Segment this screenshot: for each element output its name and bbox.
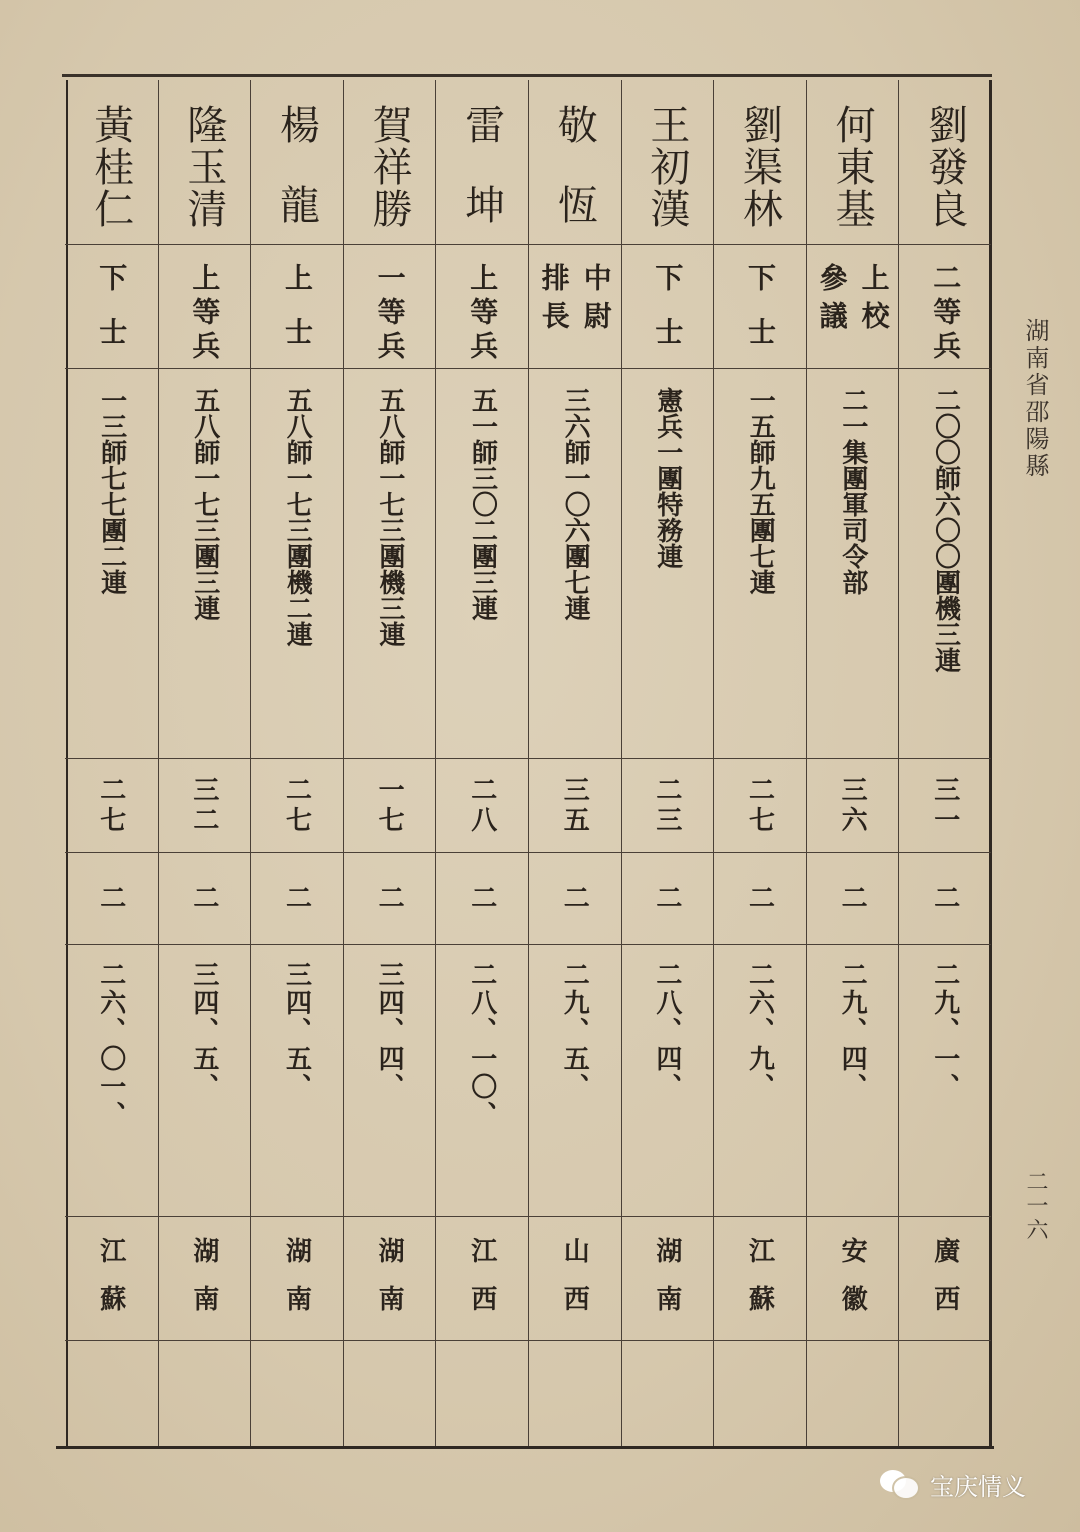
unit-text: 五一師三〇二團三連 xyxy=(467,387,498,621)
name-text: 何東基 xyxy=(829,104,876,230)
age-text: 二七 xyxy=(281,775,312,836)
cell-unit xyxy=(251,368,343,758)
cell-blank xyxy=(714,1340,806,1446)
name-text: 賀祥勝 xyxy=(366,104,413,230)
cell-blank xyxy=(251,1340,343,1446)
cell-rank xyxy=(622,244,714,371)
age-text: 一七 xyxy=(374,775,405,836)
cell-name xyxy=(344,80,436,244)
name-text: 劉發良 xyxy=(921,104,968,230)
address-text: 二九、四、 xyxy=(837,961,868,1101)
province-text: 廣西 xyxy=(929,1237,960,1333)
address-text: 二九、五、 xyxy=(559,961,590,1101)
cell-name xyxy=(436,80,528,264)
province-text: 江蘇 xyxy=(744,1237,775,1333)
rank-text: 下士 xyxy=(743,263,777,371)
address-text: 三四、五、 xyxy=(281,961,312,1101)
unit-text: 憲兵一團特務連 xyxy=(652,387,683,569)
cell-count xyxy=(436,852,528,944)
cell-address xyxy=(807,944,899,1216)
roster-column xyxy=(528,80,621,1446)
roster-column xyxy=(65,80,158,1446)
cell-blank xyxy=(65,1340,158,1446)
age-text: 三二 xyxy=(188,775,219,836)
cell-province xyxy=(622,1216,714,1340)
unit-text: 二〇〇師六〇〇團機三連 xyxy=(930,387,961,673)
cell-count xyxy=(159,852,251,944)
cell-age xyxy=(714,758,806,852)
cell-age xyxy=(436,758,528,852)
cell-rank xyxy=(344,244,436,368)
cell-count xyxy=(529,852,621,944)
roster-column xyxy=(250,80,343,1446)
count-text: 二 xyxy=(188,883,219,914)
cell-blank xyxy=(159,1340,251,1446)
cell-rank xyxy=(807,244,899,368)
roster-column xyxy=(806,80,899,1446)
cell-age xyxy=(65,758,158,852)
unit-text: 一三師七七團二連 xyxy=(96,387,127,595)
cell-address xyxy=(899,944,991,1216)
cell-unit xyxy=(529,368,621,758)
address-text: 二八、四、 xyxy=(651,961,682,1101)
cell-age xyxy=(529,758,621,852)
age-text: 二七 xyxy=(95,775,126,836)
cell-count xyxy=(807,852,899,944)
cell-province xyxy=(436,1216,528,1340)
cell-count xyxy=(899,852,991,944)
cell-name xyxy=(65,80,158,244)
rank-line: 上校 xyxy=(857,263,891,339)
cell-name xyxy=(714,80,806,244)
address-text: 二六、九、 xyxy=(744,961,775,1101)
count-text: 二 xyxy=(281,883,312,914)
cell-unit xyxy=(344,368,436,758)
cell-count xyxy=(65,852,158,944)
cell-age xyxy=(344,758,436,852)
cell-province xyxy=(251,1216,343,1340)
cell-blank xyxy=(436,1340,528,1446)
page-bottom-rule xyxy=(56,1446,994,1449)
cell-blank xyxy=(899,1340,991,1446)
cell-address xyxy=(436,944,528,1216)
province-text: 安徽 xyxy=(837,1237,868,1333)
cell-name xyxy=(807,80,899,244)
rank-text: 上士 xyxy=(280,263,314,371)
rank-text: 一等兵 xyxy=(373,263,407,365)
roster-column xyxy=(898,80,991,1446)
cell-address xyxy=(344,944,436,1216)
rank-line: 排長 xyxy=(537,263,571,339)
rank-text: 下士 xyxy=(651,263,685,371)
cell-unit xyxy=(436,368,528,758)
cell-rank xyxy=(714,244,806,371)
cell-count xyxy=(622,852,714,944)
cell-rank xyxy=(899,244,991,368)
roster-table xyxy=(66,80,992,1448)
age-text: 三五 xyxy=(559,775,590,836)
cell-age xyxy=(159,758,251,852)
count-text: 二 xyxy=(651,883,682,914)
name-text: 王初漢 xyxy=(643,104,690,230)
age-text: 二八 xyxy=(466,775,497,836)
cell-address xyxy=(251,944,343,1216)
rank-text: 上等兵 xyxy=(466,263,500,365)
cell-province xyxy=(159,1216,251,1340)
cell-name xyxy=(159,80,251,244)
cell-unit xyxy=(807,368,899,758)
rank-text: 下士 xyxy=(95,263,129,371)
province-text: 山西 xyxy=(559,1237,590,1333)
cell-unit xyxy=(899,368,991,758)
cell-address xyxy=(622,944,714,1216)
cell-name xyxy=(622,80,714,244)
cell-rank xyxy=(65,244,158,371)
name-text: 黃桂仁 xyxy=(87,104,134,230)
cell-blank xyxy=(807,1340,899,1446)
cell-province xyxy=(344,1216,436,1340)
unit-text: 三六師一〇六團七連 xyxy=(560,387,591,621)
address-text: 三四、五、 xyxy=(188,961,219,1101)
watermark xyxy=(880,1460,1060,1508)
cell-rank xyxy=(529,244,621,368)
cell-address xyxy=(529,944,621,1216)
cell-unit xyxy=(159,368,251,758)
province-text: 江西 xyxy=(466,1237,497,1333)
roster-column xyxy=(713,80,806,1446)
cell-age xyxy=(899,758,991,852)
watermark-text: 宝庆情义 xyxy=(930,1472,1026,1501)
province-text: 江蘇 xyxy=(95,1237,126,1333)
cell-rank xyxy=(436,244,528,368)
unit-text: 二一集團軍司令部 xyxy=(837,387,868,595)
name-text: 楊龍 xyxy=(273,104,320,264)
unit-text: 五八師一七三團三連 xyxy=(189,387,220,621)
cell-blank xyxy=(344,1340,436,1446)
name-text: 隆玉清 xyxy=(180,104,227,230)
name-text: 劉渠林 xyxy=(736,104,783,230)
age-text: 三一 xyxy=(929,775,960,836)
rank-text: 上等兵 xyxy=(188,263,222,365)
cell-name xyxy=(529,80,621,264)
roster-column xyxy=(435,80,528,1446)
cell-count xyxy=(251,852,343,944)
name-text: 雷坤 xyxy=(458,104,505,264)
address-text: 二六、〇一、 xyxy=(95,961,126,1129)
roster-column xyxy=(158,80,251,1446)
cell-province xyxy=(65,1216,158,1340)
count-text: 二 xyxy=(466,883,497,914)
cell-age xyxy=(251,758,343,852)
cell-province xyxy=(529,1216,621,1340)
cell-blank xyxy=(529,1340,621,1446)
age-text: 二七 xyxy=(744,775,775,836)
cell-count xyxy=(714,852,806,944)
count-text: 二 xyxy=(559,883,590,914)
roster-column xyxy=(621,80,714,1446)
count-text: 二 xyxy=(929,883,960,914)
cell-unit xyxy=(65,368,158,758)
roster-column xyxy=(343,80,436,1446)
province-text: 湖南 xyxy=(374,1237,405,1333)
cell-blank xyxy=(622,1340,714,1446)
unit-text: 五八師一七三團機二連 xyxy=(282,387,313,647)
page-top-rule xyxy=(62,74,992,77)
cell-province xyxy=(899,1216,991,1340)
side-title: 湖南省邵陽縣 xyxy=(1021,318,1049,480)
cell-name xyxy=(251,80,343,264)
rank-line: 參議 xyxy=(815,263,849,339)
cell-address xyxy=(65,944,158,1216)
cell-age xyxy=(622,758,714,852)
cell-unit xyxy=(714,368,806,758)
page-number: 二一六 xyxy=(1023,1170,1048,1242)
name-text: 敬恆 xyxy=(551,104,598,264)
province-text: 湖南 xyxy=(651,1237,682,1333)
wechat-logo-icon xyxy=(880,1468,920,1500)
count-text: 二 xyxy=(744,883,775,914)
address-text: 二八、一〇、 xyxy=(466,961,497,1129)
cell-province xyxy=(714,1216,806,1340)
rank-line: 中尉 xyxy=(579,263,613,339)
unit-text: 一五師九五團七連 xyxy=(745,387,776,595)
count-text: 二 xyxy=(374,883,405,914)
count-text: 二 xyxy=(95,883,126,914)
rank-text: 二等兵 xyxy=(929,263,963,365)
cell-rank xyxy=(159,244,251,368)
province-text: 湖南 xyxy=(188,1237,219,1333)
address-text: 三四、四、 xyxy=(374,961,405,1101)
age-text: 三六 xyxy=(837,775,868,836)
unit-text: 五八師一七三團機三連 xyxy=(374,387,405,647)
cell-count xyxy=(344,852,436,944)
cell-rank xyxy=(251,244,343,371)
province-text: 湖南 xyxy=(281,1237,312,1333)
cell-address xyxy=(714,944,806,1216)
count-text: 二 xyxy=(837,883,868,914)
age-text: 二三 xyxy=(651,775,682,836)
cell-age xyxy=(807,758,899,852)
cell-province xyxy=(807,1216,899,1340)
cell-unit xyxy=(622,368,714,758)
address-text: 二九、一、 xyxy=(929,961,960,1101)
cell-address xyxy=(159,944,251,1216)
cell-name xyxy=(899,80,991,244)
